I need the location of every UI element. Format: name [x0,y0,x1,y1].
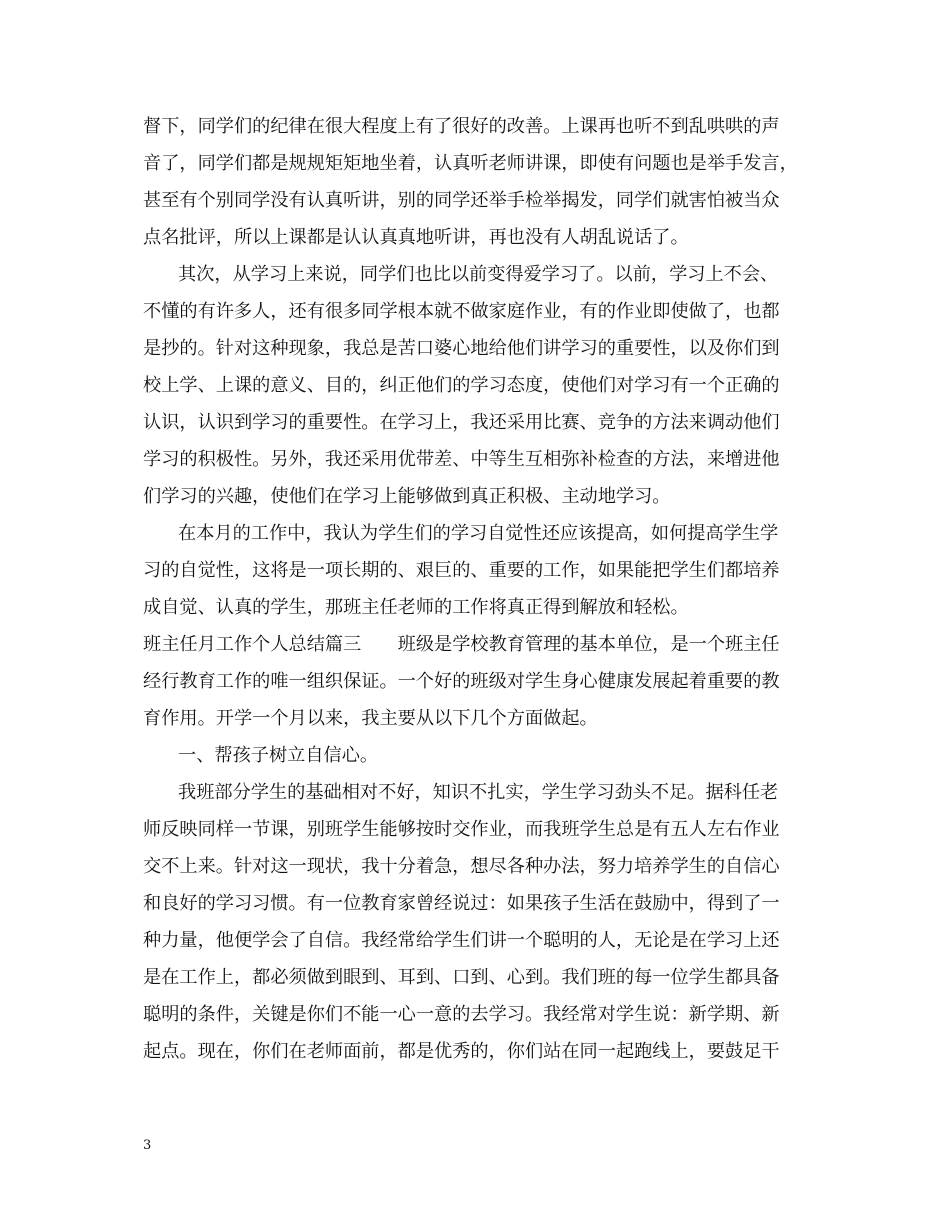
text-line: 交不上来。针对这一现状，我十分着急，想尽各种办法，努力培养学生的自信心 [143,856,780,877]
text-line: 督下，同学们的纪律在很大程度上有了很好的改善。上课再也听不到乱哄哄的声 [143,116,780,137]
text-line: 校上学、上课的意义、目的，纠正他们的学习态度，使他们对学习有一个正确的 [143,375,780,396]
paragraph-start-line: 我班部分学生的基础相对不好，知识不扎实，学生学习劲头不足。据科任老 [178,782,779,803]
text-line: 是抄的。针对这种现象，我总是苦口婆心地给他们讲学习的重要性，以及你们到 [143,338,780,359]
text-line: 种力量，他便学会了自信。我经常给学生们讲一个聪明的人，无论是在学习上还 [143,930,780,951]
text-line: 和良好的学习习惯。有一位教育家曾经说过：如果孩子生活在鼓励中，得到了一 [143,893,780,914]
text-line: 学习的积极性。另外，我还采用优带差、中等生互相弥补检查的方法，来增进他 [143,449,780,470]
paragraph-start-line: 在本月的工作中，我认为学生们的学习自觉性还应该提高，如何提高学生学 [178,523,779,544]
text-line: 是在工作上，都必须做到眼到、耳到、口到、心到。我们班的每一位学生都具备 [143,967,780,988]
text-line: 甚至有个别同学没有认真听讲，别的同学还举手检举揭发，同学们就害怕被当众 [143,190,780,211]
text-line: 育作用。开学一个月以来，我主要从以下几个方面做起。 [143,708,598,729]
text-line: 经行教育工作的唯一组织保证。一个好的班级对学生身心健康发展起着重要的教 [143,671,780,692]
section-heading-line: 班主任月工作个人总结篇三 班级是学校教育管理的基本单位，是一个班主任 [143,634,780,655]
text-line: 认识，认识到学习的重要性。在学习上，我还采用比赛、竞争的方法来调动他们 [143,412,780,433]
text-line: 们学习的兴趣，使他们在学习上能够做到真正积极、主动地学习。 [143,486,671,507]
text-line: 起点。现在，你们在老师面前，都是优秀的，你们站在同一起跑线上，要鼓足干 [143,1041,780,1062]
text-line: 点名批评，所以上课都是认认真真地听讲，再也没有人胡乱说话了。 [143,227,689,248]
text-line: 音了，同学们都是规规矩矩地坐着，认真听老师讲课，即使有问题也是举手发言， [143,153,798,174]
page-number: 3 [143,1138,152,1153]
text-line: 习的自觉性，这将是一项长期的、艰巨的、重要的工作，如果能把学生们都培养 [143,560,780,581]
paragraph-start-line: 其次，从学习上来说，同学们也比以前变得爱学习了。以前，学习上不会、 [178,264,779,285]
subheading-line: 一、帮孩子树立自信心。 [178,745,379,766]
text-line: 聪明的条件，关键是你们不能一心一意的去学习。我经常对学生说：新学期、新 [143,1004,780,1025]
text-line: 成自觉、认真的学生，那班主任老师的工作将真正得到解放和轻松。 [143,597,689,618]
text-line: 不懂的有许多人，还有很多同学根本就不做家庭作业，有的作业即使做了，也都 [143,301,780,322]
text-line: 师反映同样一节课，别班学生能够按时交作业，而我班学生总是有五人左右作业 [143,819,780,840]
